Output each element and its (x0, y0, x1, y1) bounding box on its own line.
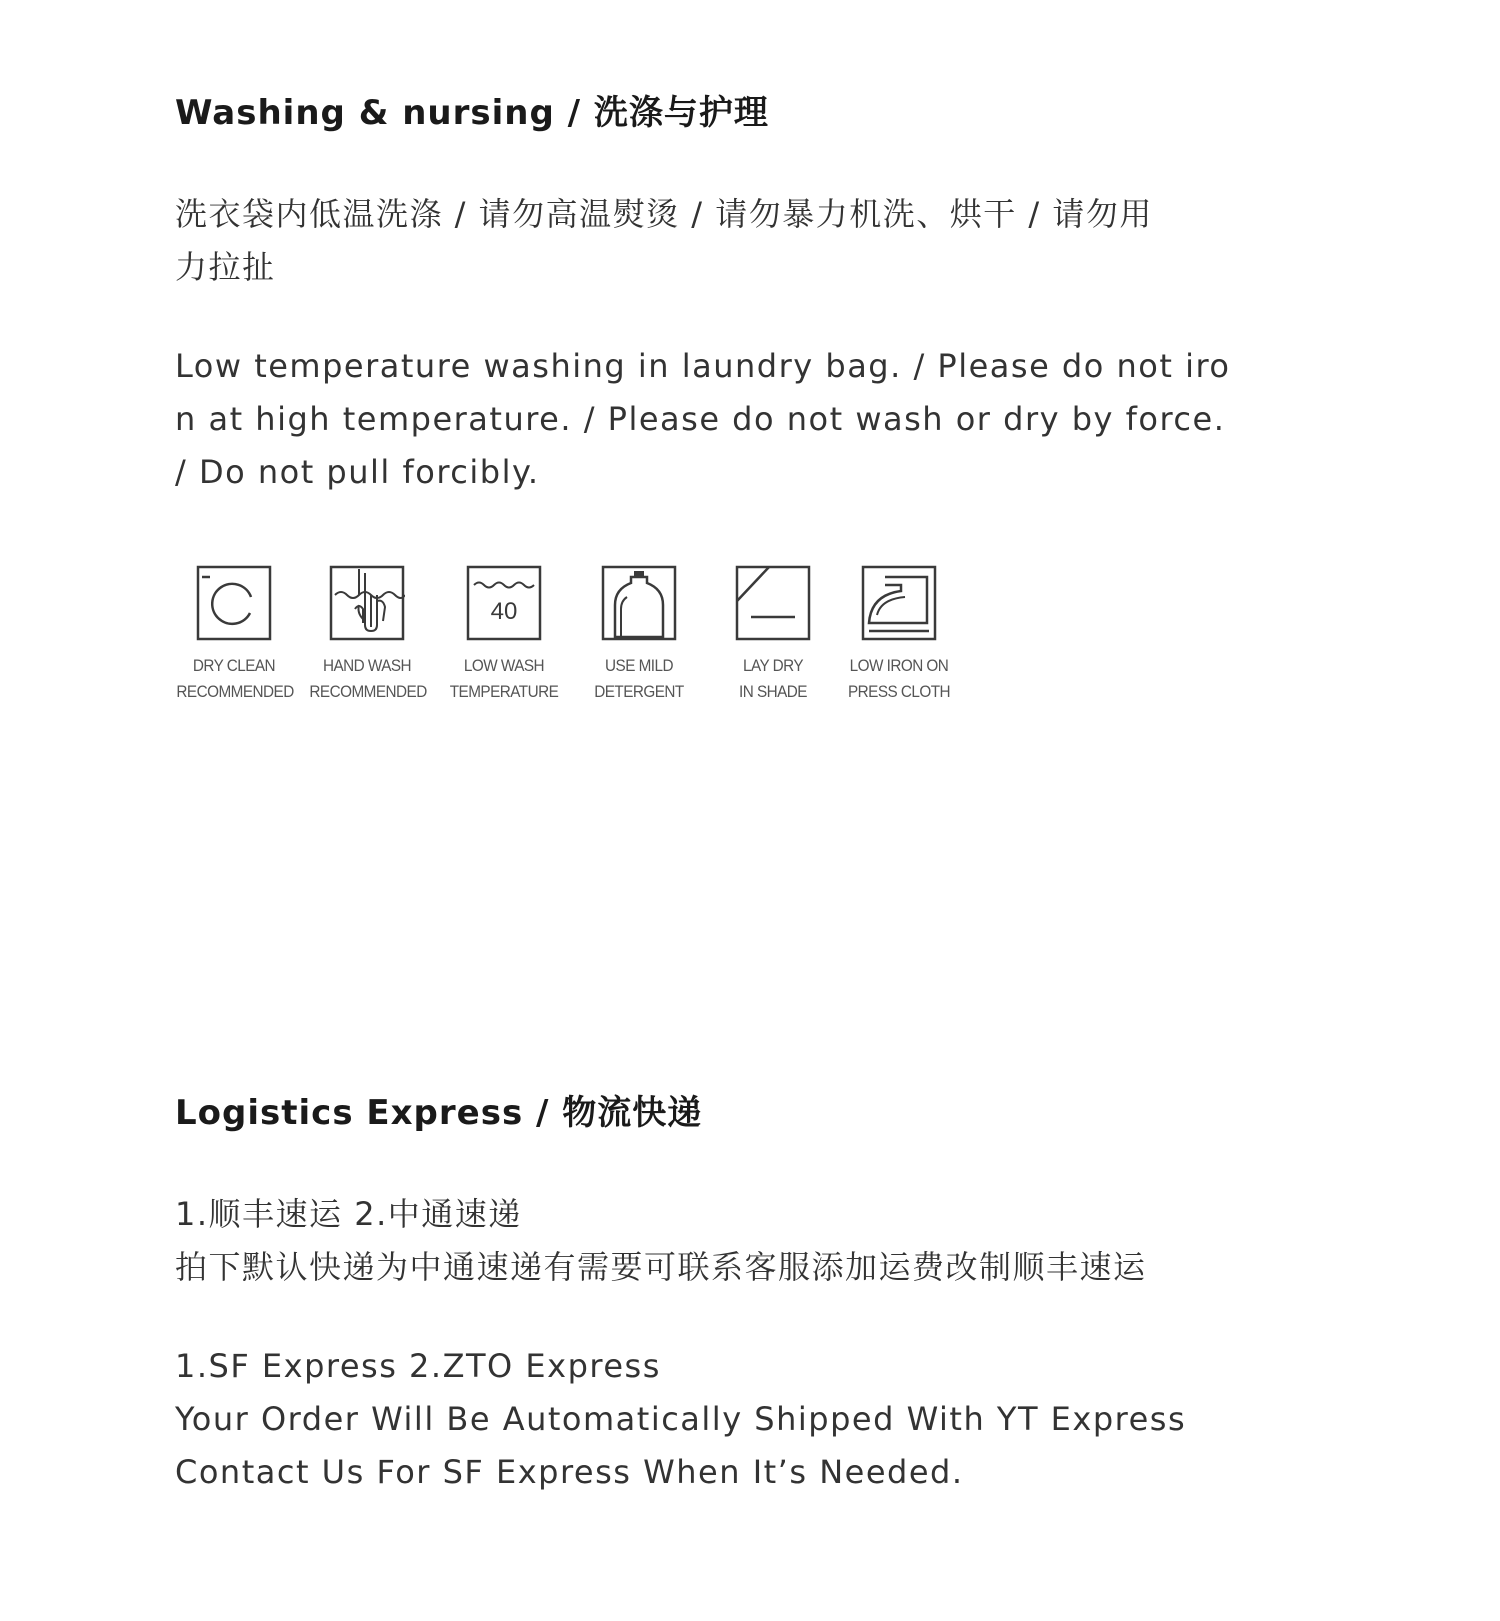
care-item-low-iron (835, 565, 963, 705)
care-label (309, 653, 427, 705)
care-label-line: IN SHADE (739, 682, 807, 701)
text-line: 力拉扯 (175, 248, 276, 286)
text-line: 洗衣袋内低温洗涤 / 请勿高温熨烫 / 请勿暴力机洗、烘干 / 请勿用 (175, 195, 1153, 233)
care-item-lay-dry (709, 565, 837, 705)
logistics-info-en (175, 1340, 1345, 1499)
care-label (841, 653, 956, 705)
care-item-dry-clean (170, 565, 298, 705)
care-label (446, 653, 561, 705)
wash-temperature-number: 40 (490, 598, 518, 625)
text-line: Contact Us For SF Express When It’s Needed. (175, 1453, 964, 1491)
text-line: / Do not pull forcibly. (175, 453, 540, 491)
care-label-line: PRESS CLOTH (847, 682, 951, 701)
text-line: Your Order Will Be Automatically Shipped With YT Express (175, 1400, 1187, 1438)
care-label-line: RECOMMENDED (176, 682, 294, 701)
logistics-info-cn (175, 1188, 1345, 1294)
care-label-line: LOW IRON ON (849, 656, 949, 675)
lay-dry-in-shade-icon (735, 565, 811, 641)
care-label (715, 653, 830, 705)
low-wash-temperature-icon (466, 565, 542, 641)
care-item-mild-detergent (575, 565, 703, 705)
care-item-low-wash (440, 565, 568, 705)
logistics-section-title: Logistics Express / 物流快递 (175, 1093, 703, 1133)
washing-instructions-en (175, 340, 1345, 499)
care-label-line: LAY DRY (742, 656, 804, 675)
care-label-line: LOW WASH (463, 656, 545, 675)
text-line: 1.顺丰速运 2.中通速递 (175, 1195, 522, 1233)
care-label (581, 653, 696, 705)
text-line: 1.SF Express 2.ZTO Express (175, 1347, 661, 1385)
text-line: Low temperature washing in laundry bag. / Please do not iro (175, 347, 1231, 385)
text-line: 拍下默认快递为中通速递有需要可联系客服添加运费改制顺丰速运 (175, 1248, 1147, 1286)
care-label (176, 653, 294, 705)
care-item-hand-wash (303, 565, 431, 705)
care-label-line: USE MILD (605, 656, 673, 675)
care-label-line: DETERGENT (594, 682, 684, 701)
text-line: n at high temperature. / Please do not wash or dry by force. (175, 400, 1226, 438)
dry-clean-icon (196, 565, 272, 641)
care-label-line: DRY CLEAN (192, 656, 276, 675)
mild-detergent-icon (601, 565, 677, 641)
washing-instructions-cn (175, 188, 1345, 294)
care-label-line: HAND WASH (322, 656, 412, 675)
care-label-line: TEMPERATURE (449, 682, 559, 701)
hand-wash-icon (329, 565, 405, 641)
washing-section-title: Washing & nursing / 洗涤与护理 (175, 93, 769, 133)
care-label-line: RECOMMENDED (309, 682, 427, 701)
low-iron-icon (861, 565, 937, 641)
